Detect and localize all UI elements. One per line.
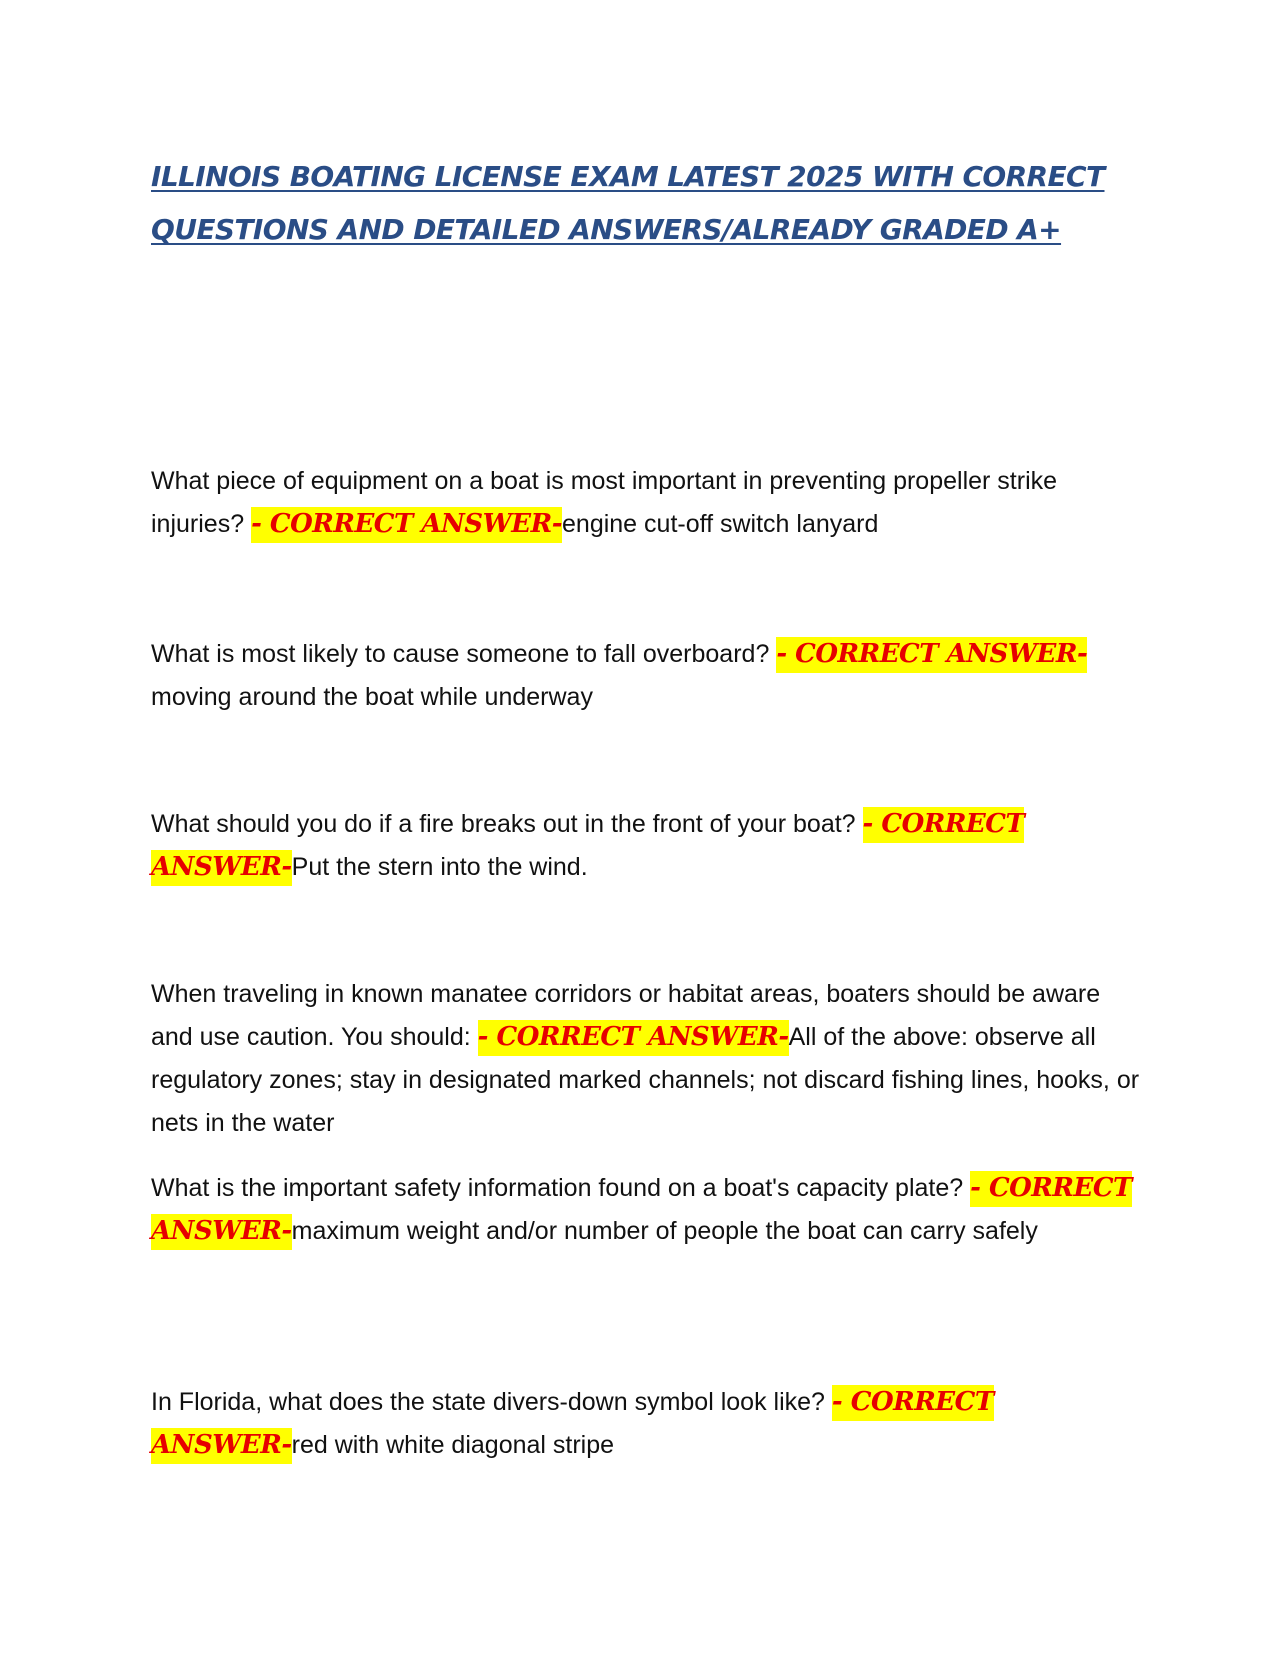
- question-text: What piece of equipment on a boat is most important in preventing propeller strike injuries?: [151, 467, 1058, 538]
- question-text: When traveling in known manatee corridors or habitat areas, boaters should be aware and use caution. You should:: [151, 980, 1101, 1051]
- answer-text: engine cut-off switch lanyard: [562, 510, 879, 538]
- correct-answer-marker: - CORRECT ANSWER-: [776, 637, 1087, 673]
- correct-answer-marker: - CORRECT ANSWER-: [151, 1385, 994, 1464]
- question-text: What is most likely to cause someone to fall overboard?: [151, 640, 770, 668]
- correct-answer-marker: - CORRECT ANSWER-: [151, 807, 1024, 886]
- answer-text: red with white diagonal stripe: [291, 1431, 615, 1459]
- answer-text: moving around the boat while underway: [151, 683, 593, 711]
- qa-item: [151, 803, 1141, 889]
- qa-item: [151, 633, 1141, 719]
- question-text: What is the important safety information found on a boat's capacity plate?: [151, 1174, 964, 1202]
- qa-item: [151, 973, 1141, 1145]
- correct-answer-marker: - CORRECT ANSWER-: [251, 507, 562, 543]
- qa-item: [151, 1167, 1141, 1253]
- question-text: What should you do if a fire breaks out in the front of your boat?: [151, 810, 856, 838]
- question-text: In Florida, what does the state divers-down symbol look like?: [151, 1388, 825, 1416]
- correct-answer-marker: - CORRECT ANSWER-: [478, 1020, 789, 1056]
- answer-text: Put the stern into the wind.: [291, 853, 588, 881]
- answer-text: maximum weight and/or number of people the boat can carry safely: [291, 1217, 1038, 1245]
- qa-item: [151, 1381, 1141, 1467]
- answer-text: All of the above: observe all regulatory zones; stay in designated marked channels; not discard fishing lines, hooks, or nets in the water: [151, 1023, 1140, 1137]
- qa-item: [151, 460, 1141, 546]
- document-title: ILLINOIS BOATING LICENSE EXAM LATEST 2025 WITH CORRECT QUESTIONS AND DETAILED ANSWERS/ALREADY GRADED A+: [151, 160, 1105, 246]
- correct-answer-marker: - CORRECT ANSWER-: [151, 1171, 1132, 1250]
